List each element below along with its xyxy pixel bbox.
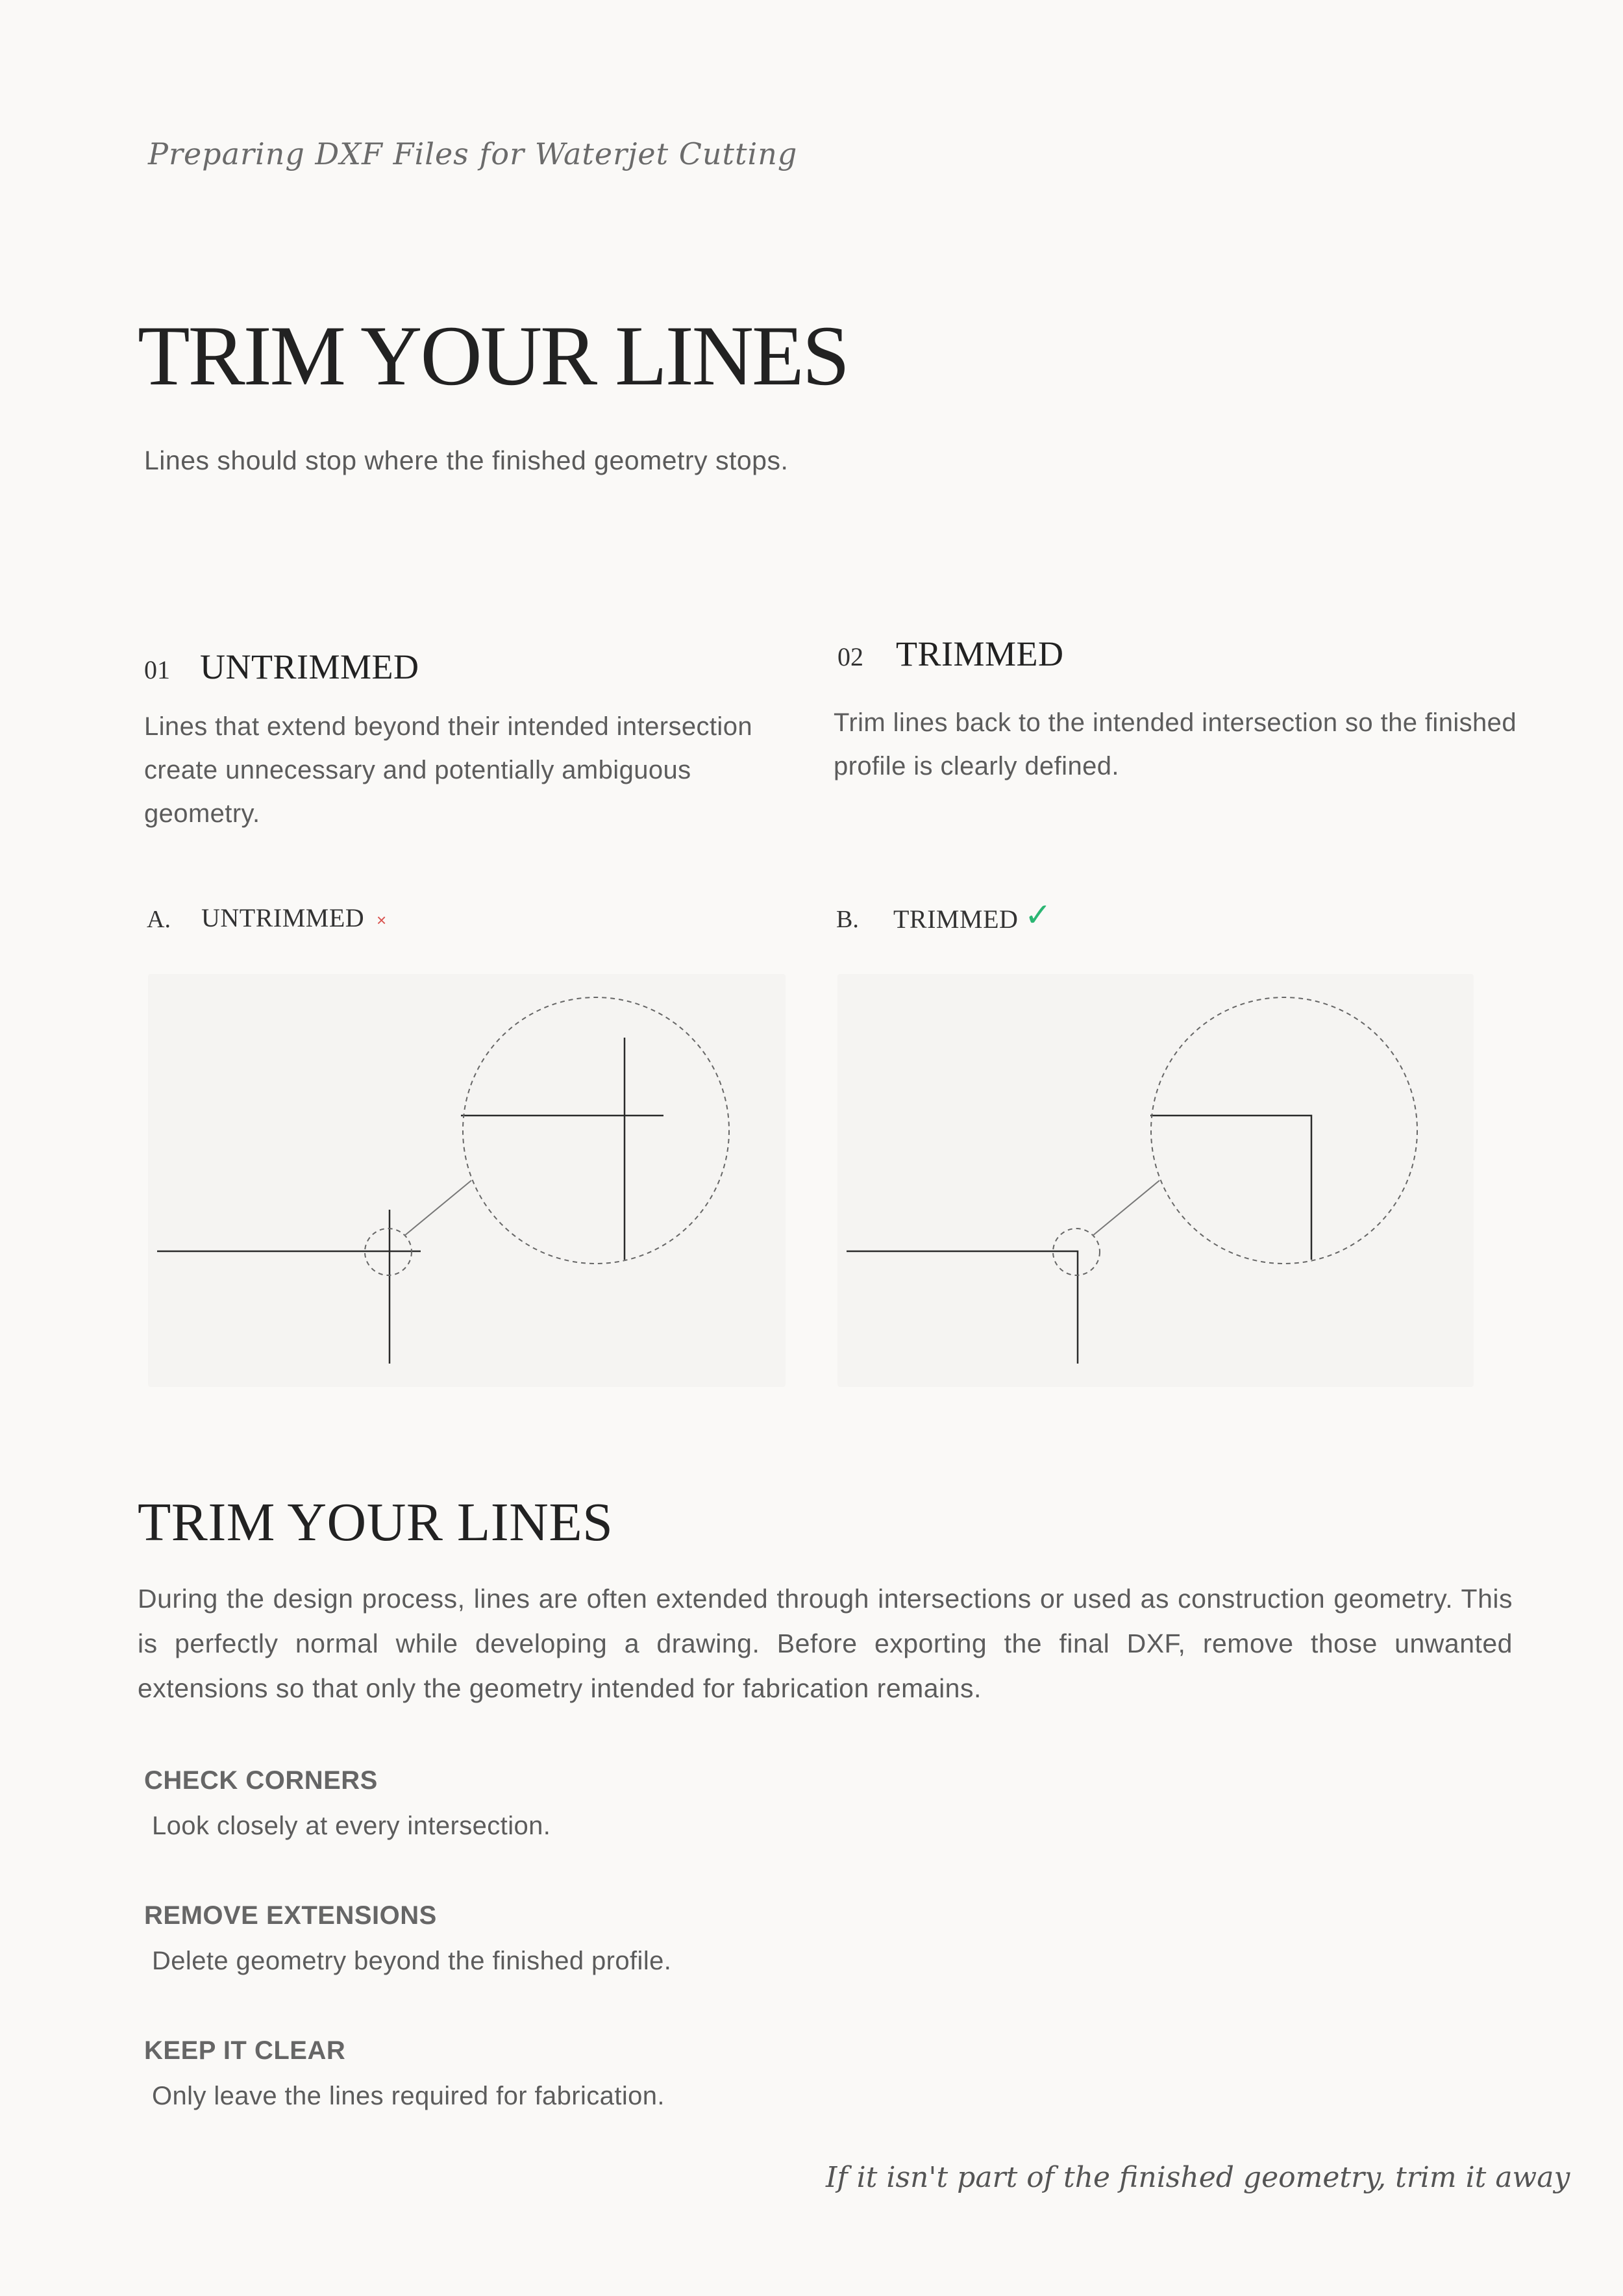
column-title-untrimmed: UNTRIMMED bbox=[200, 647, 419, 686]
document-header-title: Preparing DXF Files for Waterjet Cutting bbox=[148, 136, 798, 171]
figure-a-letter: A. bbox=[147, 906, 171, 933]
figure-b-label: TRIMMED bbox=[893, 905, 1019, 934]
leader-line bbox=[1093, 1180, 1159, 1236]
item-title-keep-it-clear: KEEP IT CLEAR bbox=[144, 2036, 346, 2065]
untrimmed-diagram bbox=[148, 974, 786, 1387]
figure-a-label: UNTRIMMED bbox=[201, 903, 365, 932]
detail-trimmed-corner bbox=[1150, 1116, 1311, 1260]
trimmed-corner bbox=[847, 1251, 1078, 1364]
figure-untrimmed bbox=[148, 974, 786, 1387]
magnified-detail-circle bbox=[1151, 997, 1417, 1264]
column-number-02: 02 bbox=[837, 642, 863, 671]
section-paragraph: During the design process, lines are often extended through intersections or used as construction geometry. This is perfectly normal while developing a drawing. Before exporting the final DXF, remove those unwanted extensions so that only the geometry intended for fabrication remains. bbox=[138, 1584, 1513, 1703]
page-title: TRIM YOUR LINES bbox=[138, 308, 849, 403]
column-number-01: 01 bbox=[144, 655, 170, 684]
closing-quote: If it isn't part of the finished geometry, trim it away bbox=[826, 2161, 1570, 2194]
magnified-detail-circle bbox=[463, 997, 729, 1264]
section-title: TRIM YOUR LINES bbox=[138, 1492, 613, 1553]
cross-icon: × bbox=[377, 910, 387, 930]
figure-b-letter: B. bbox=[836, 906, 859, 933]
column-text-trimmed: Trim lines back to the intended intersection so the finished profile is clearly defined. bbox=[834, 708, 1517, 780]
trimmed-diagram bbox=[837, 974, 1474, 1387]
page-subtitle: Lines should stop where the finished geometry stops. bbox=[144, 445, 789, 475]
leader-line bbox=[404, 1180, 471, 1236]
item-text-keep-it-clear: Only leave the lines required for fabrication. bbox=[152, 2082, 665, 2110]
figure-trimmed bbox=[837, 974, 1474, 1387]
item-text-check-corners: Look closely at every intersection. bbox=[152, 1812, 551, 1840]
checkmark-icon: ✓ bbox=[1024, 897, 1052, 933]
item-text-remove-extensions: Delete geometry beyond the finished profile. bbox=[152, 1947, 672, 1975]
column-title-trimmed: TRIMMED bbox=[896, 634, 1064, 673]
column-text-untrimmed: Lines that extend beyond their intended intersection create unnecessary and potentially ambiguous geometry. bbox=[144, 712, 752, 828]
item-title-check-corners: CHECK CORNERS bbox=[144, 1766, 378, 1795]
item-title-remove-extensions: REMOVE EXTENSIONS bbox=[144, 1901, 437, 1930]
